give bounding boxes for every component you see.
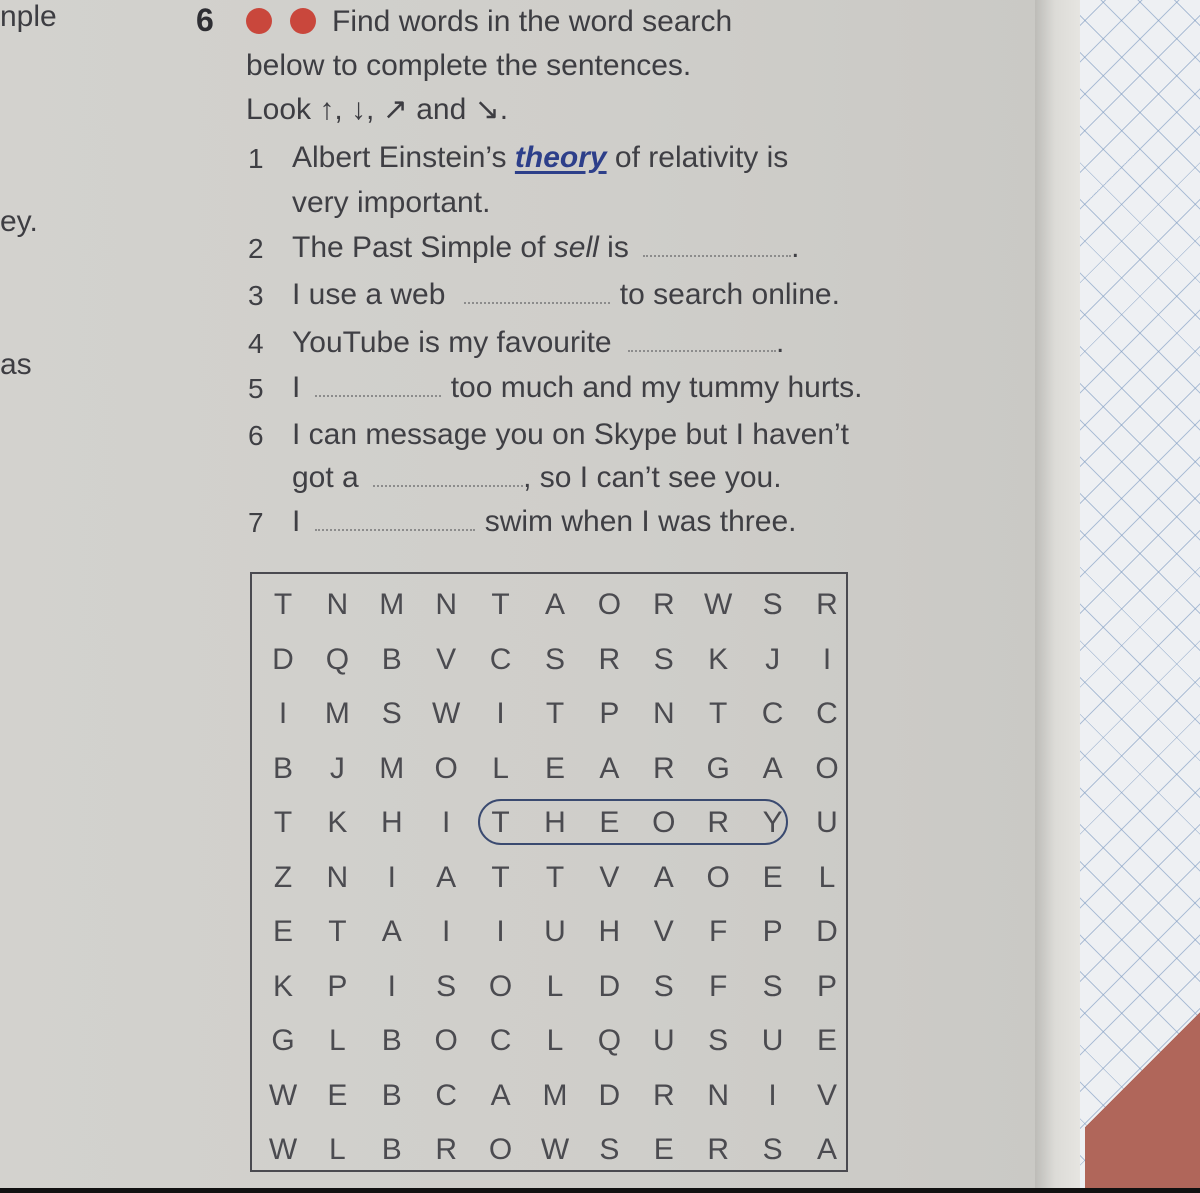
grid-letter: I — [442, 806, 451, 839]
grid-letter: A — [544, 588, 565, 621]
grid-letter: S — [544, 642, 565, 676]
bottom-edge — [0, 1188, 1200, 1193]
grid-letter: S — [762, 1133, 783, 1166]
sentence-number: 7 — [248, 507, 264, 538]
grid-letter: M — [542, 1078, 568, 1112]
grid-letter: A — [381, 915, 402, 948]
grid-letter: J — [765, 642, 781, 676]
grid-letter: S — [436, 969, 457, 1003]
sentence-5: I too much and my tummy hurts. — [292, 371, 863, 404]
sentence-6: I can message you on Skype but I haven’t — [292, 418, 850, 451]
grid-letter: D — [272, 642, 294, 676]
grid-letter: K — [272, 969, 293, 1003]
sentence-7: I swim when I was three. — [292, 505, 797, 538]
grid-letter: P — [599, 697, 620, 730]
grid-letter: T — [491, 588, 510, 621]
grid-letter: T — [273, 588, 293, 621]
grid-letter: I — [387, 860, 396, 894]
grid-letter: W — [268, 1078, 298, 1112]
answer-blank[interactable] — [643, 229, 791, 257]
grid-letter: A — [490, 1078, 511, 1112]
grid-letter: S — [599, 1133, 620, 1166]
grid-letter: G — [271, 1024, 295, 1057]
grid-letter: U — [761, 1024, 784, 1057]
grid-letter: P — [327, 969, 348, 1003]
sentence-number: 2 — [248, 233, 264, 264]
grid-letter: T — [491, 860, 510, 894]
grid-letter: A — [816, 1133, 837, 1166]
grid-letter: M — [379, 588, 405, 621]
grid-letter: I — [278, 697, 288, 730]
left-fragment-low: as — [0, 348, 32, 381]
grid-letter: S — [762, 588, 783, 621]
answer-blank[interactable] — [628, 324, 776, 352]
grid-letter: D — [598, 1078, 621, 1112]
grid-letter: T — [545, 697, 565, 730]
grid-letter: J — [329, 751, 345, 785]
instruction-line-2: below to complete the sentences. — [246, 49, 692, 82]
grid-letter: W — [704, 588, 733, 621]
grid-letter: N — [326, 860, 349, 894]
grid-letter: U — [816, 806, 838, 839]
left-fragment-top: nple — [0, 0, 57, 33]
grid-letter: B — [381, 1078, 402, 1112]
grid-letter: I — [496, 915, 505, 948]
grid-letter: C — [761, 697, 784, 730]
grid-letter: O — [434, 751, 458, 785]
grid-letter: E — [599, 806, 620, 839]
grid-letter: Y — [762, 806, 783, 839]
grid-letter: L — [546, 1024, 564, 1057]
sentence-1: Albert Einstein’s theory of relativity is — [292, 141, 789, 174]
grid-letter: H — [380, 806, 403, 839]
sentence-number: 3 — [248, 280, 264, 311]
sentence-number: 4 — [248, 328, 264, 359]
grid-letter: O — [488, 1133, 513, 1166]
sentence-6-line-2: got a , so I can’t see you. — [292, 461, 782, 494]
grid-letter: D — [598, 969, 621, 1003]
answer-blank[interactable] — [464, 276, 610, 304]
grid-letter: T — [545, 860, 565, 894]
grid-letter: E — [653, 1133, 674, 1166]
grid-letter: C — [489, 1024, 512, 1057]
sentence-3: I use a web to search online. — [292, 278, 840, 311]
grid-letter: W — [540, 1133, 570, 1166]
grid-letter: E — [816, 1024, 837, 1057]
word-search-grid — [250, 572, 848, 1172]
grid-letter: T — [328, 915, 347, 948]
grid-letter: N — [707, 1078, 730, 1112]
grid-letter: S — [381, 697, 402, 730]
grid-letter: A — [599, 751, 620, 785]
grid-letter: C — [489, 642, 512, 676]
exercise-number: 6 — [196, 2, 214, 38]
sentence-number: 6 — [248, 420, 264, 451]
answer-theory: theory — [514, 141, 607, 174]
instruction-line-3: Look ↑, ↓, ↗ and ↘. — [246, 93, 509, 126]
grid-letter: V — [653, 915, 674, 948]
grid-letter: W — [268, 1133, 298, 1166]
grid-letter: Z — [273, 860, 293, 894]
grid-letter: B — [381, 642, 402, 676]
grid-letter: V — [599, 860, 620, 894]
grid-letter: A — [653, 860, 674, 894]
grid-letter: E — [272, 915, 293, 948]
grid-letter: B — [381, 1024, 402, 1057]
grid-letter: I — [387, 969, 396, 1003]
grid-letter: L — [329, 1133, 346, 1166]
grid-letter: I — [496, 697, 505, 730]
grid-letter: S — [708, 1024, 729, 1057]
grid-letter: B — [272, 751, 293, 785]
grid-letter: T — [273, 806, 293, 839]
grid-letter: F — [709, 969, 728, 1003]
grid-letter: E — [762, 860, 783, 894]
grid-letter: R — [707, 806, 730, 839]
grid-letter: C — [816, 697, 838, 730]
grid-letter: U — [652, 1024, 675, 1057]
sentence-number: 1 — [248, 143, 264, 174]
grid-letter: E — [327, 1078, 348, 1112]
grid-letter: R — [598, 642, 621, 676]
grid-letter: U — [544, 915, 566, 948]
grid-letter: I — [822, 642, 832, 676]
exercise-instructions — [246, 0, 886, 132]
grid-letter: N — [435, 588, 458, 621]
sentence-1-line-2: very important. — [292, 186, 491, 219]
grid-letter: R — [652, 751, 675, 785]
grid-letter: R — [652, 588, 675, 621]
grid-letter: T — [491, 806, 510, 839]
grid-letter: V — [436, 642, 457, 676]
grid-letter: A — [436, 860, 457, 894]
grid-letter: B — [381, 1133, 402, 1166]
grid-letter: H — [598, 915, 621, 948]
grid-letter: S — [653, 969, 674, 1003]
grid-letter: F — [709, 915, 728, 948]
grid-letter: T — [709, 697, 728, 730]
grid-letter: P — [762, 915, 783, 948]
grid-letter: V — [816, 1078, 837, 1112]
grid-letter: O — [597, 588, 622, 621]
grid-letter: I — [442, 915, 451, 948]
grid-letter: S — [653, 642, 674, 676]
grid-letter: O — [488, 969, 513, 1003]
grid-letter: O — [706, 860, 730, 894]
answer-blank[interactable] — [315, 369, 441, 397]
grid-letter: M — [379, 751, 405, 785]
grid-letter: R — [816, 588, 838, 621]
grid-letter: R — [435, 1133, 458, 1166]
grid-letter: Q — [325, 642, 350, 676]
grid-letter: N — [652, 697, 675, 730]
answer-blank[interactable] — [373, 459, 523, 487]
instruction-line-1: Find words in the word search — [332, 5, 733, 38]
grid-letter: O — [434, 1024, 458, 1057]
sentence-4: YouTube is my favourite . — [292, 326, 785, 359]
grid-letter: R — [652, 1078, 675, 1112]
grid-letter: S — [762, 969, 783, 1003]
grid-letter: D — [816, 915, 838, 948]
grid-letter: L — [329, 1024, 346, 1057]
grid-letter: P — [816, 969, 837, 1003]
grid-letter: I — [768, 1078, 777, 1112]
sentence-2: The Past Simple of sell is . — [292, 231, 800, 264]
grid-letter: L — [492, 751, 509, 785]
grid-letter: A — [762, 751, 783, 785]
grid-letter: N — [326, 588, 349, 621]
grid-letter: E — [544, 751, 565, 785]
sentence-number: 5 — [248, 373, 264, 404]
grid-letter: L — [818, 860, 836, 894]
grid-letter: M — [324, 697, 350, 730]
grid-letter: W — [432, 697, 461, 730]
grid-letter: Q — [597, 1024, 622, 1057]
grid-letter: O — [815, 751, 839, 785]
grid-letter: K — [708, 642, 729, 676]
grid-letter: K — [327, 806, 348, 839]
grid-letter: R — [707, 1133, 730, 1166]
grid-letter: H — [544, 806, 566, 839]
grid-letter: C — [435, 1078, 458, 1112]
answer-blank[interactable] — [315, 503, 475, 531]
grid-letter: O — [652, 806, 676, 839]
red-corner — [1085, 960, 1200, 1193]
left-fragment-mid: ey. — [0, 205, 38, 238]
grid-letter: L — [546, 969, 564, 1003]
page-gutter — [1035, 0, 1085, 1193]
circled-word-theory — [478, 799, 788, 845]
grid-letter: G — [706, 751, 730, 785]
